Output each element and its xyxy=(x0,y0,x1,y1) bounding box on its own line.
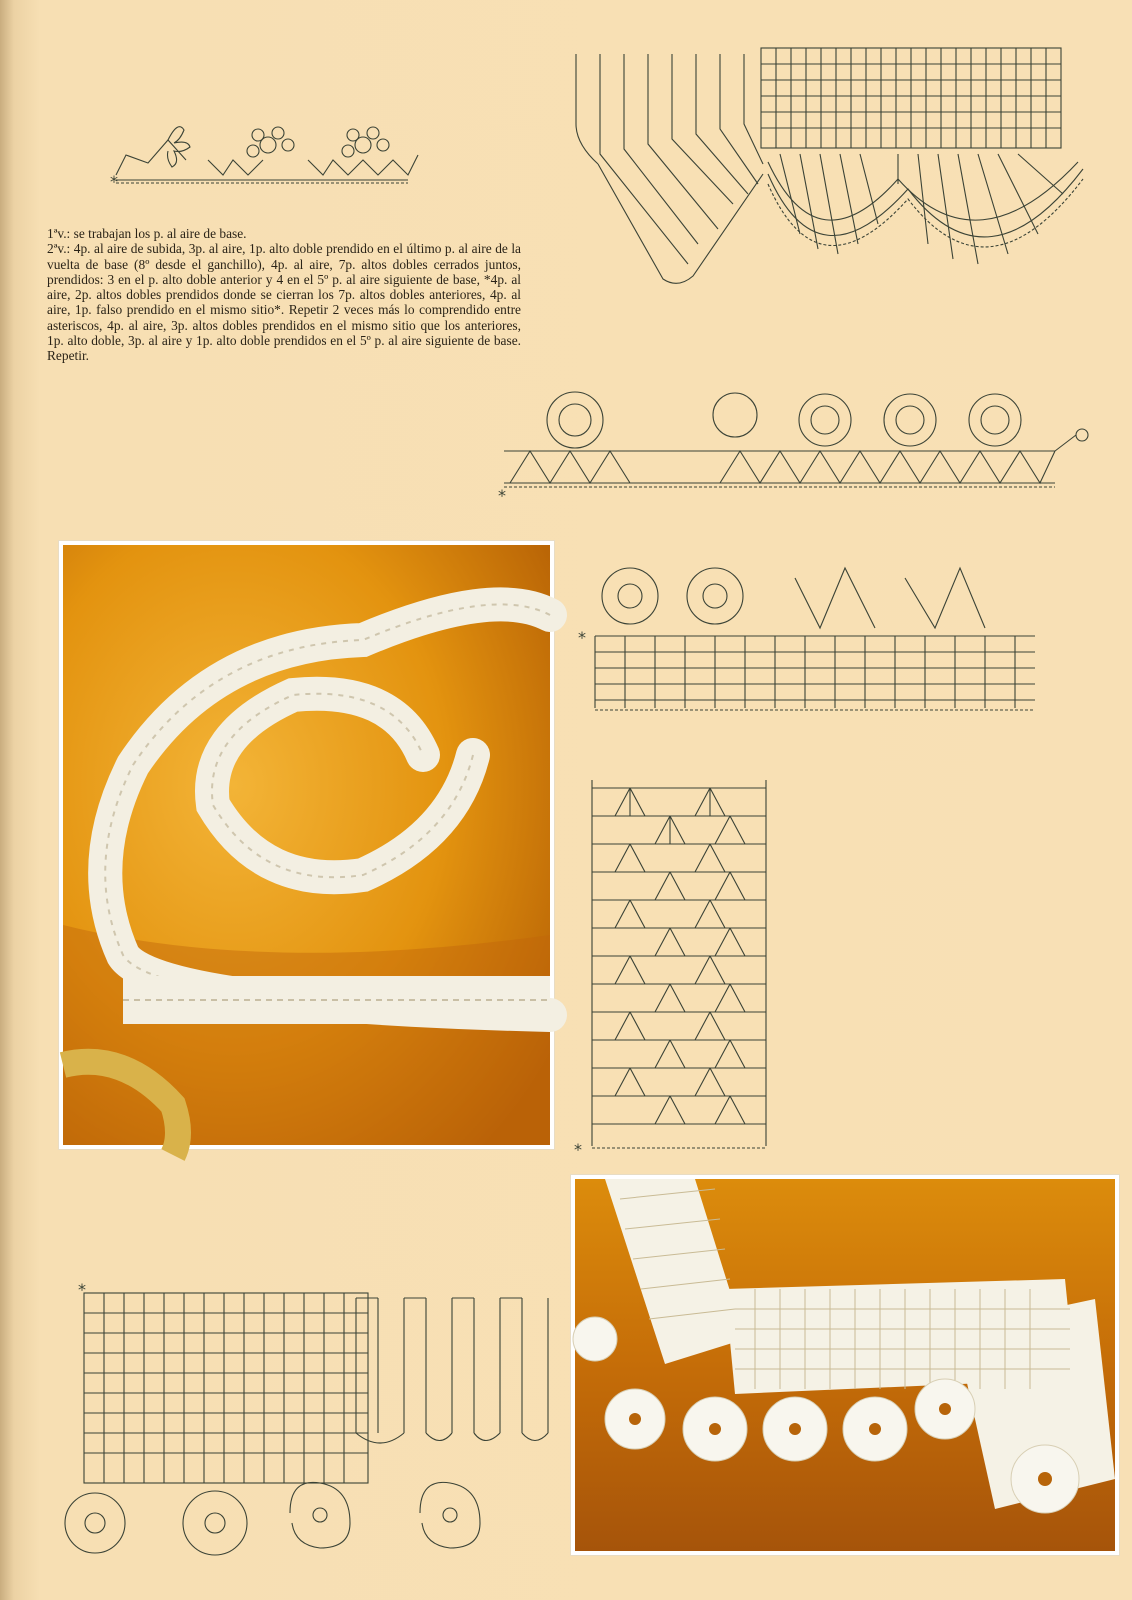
instructions-text xyxy=(47,226,521,364)
filet-flower-chart xyxy=(30,1283,570,1563)
instruction-row-1: 1ªv.: se trabajan los p. al aire de base. xyxy=(47,226,247,241)
fan-lace-chart xyxy=(580,776,780,1156)
instruction-row-2: 2ªv.: 4p. al aire de subida, 3p. al aire, 1p. alto doble prendido en el último p. al aire de la vuelta de base (8º desde el ganchillo), 4p. al aire, 7p. altos dobles cerrados juntos, prendidos: 3 en el p. alto doble anterior y 4 en el 5º p. al aire siguiente de base, *4p. al aire, 2p. altos dobles prendidos donde se cierran los 7p. altos dobles anteriores, 4p. al aire, 1p. falso prendido en el mismo sitio*. Repetir 2 veces más lo comprendido entre asteriscos, 4p. al aire, 3p. altos dobles prendidos en el mismo sitio que los anteriores, 1p. alto doble, 3p. al aire y 1p. alto doble prendidos en el 5º p. al aire siguiente de base. Repetir. xyxy=(47,241,521,364)
start-marker: * xyxy=(574,1140,582,1159)
flower-edged-lace-photo xyxy=(571,1175,1119,1555)
start-marker: * xyxy=(578,628,586,647)
rosette-edging-chart xyxy=(500,375,1100,495)
start-marker: * xyxy=(110,172,118,191)
lace-ribbon-photo xyxy=(59,541,554,1149)
shell-border-chart xyxy=(575,548,1045,718)
start-marker: * xyxy=(498,486,506,505)
scallop-border-chart xyxy=(568,44,1088,294)
flower-edging-chart xyxy=(108,115,438,195)
start-marker: * xyxy=(78,1280,86,1299)
